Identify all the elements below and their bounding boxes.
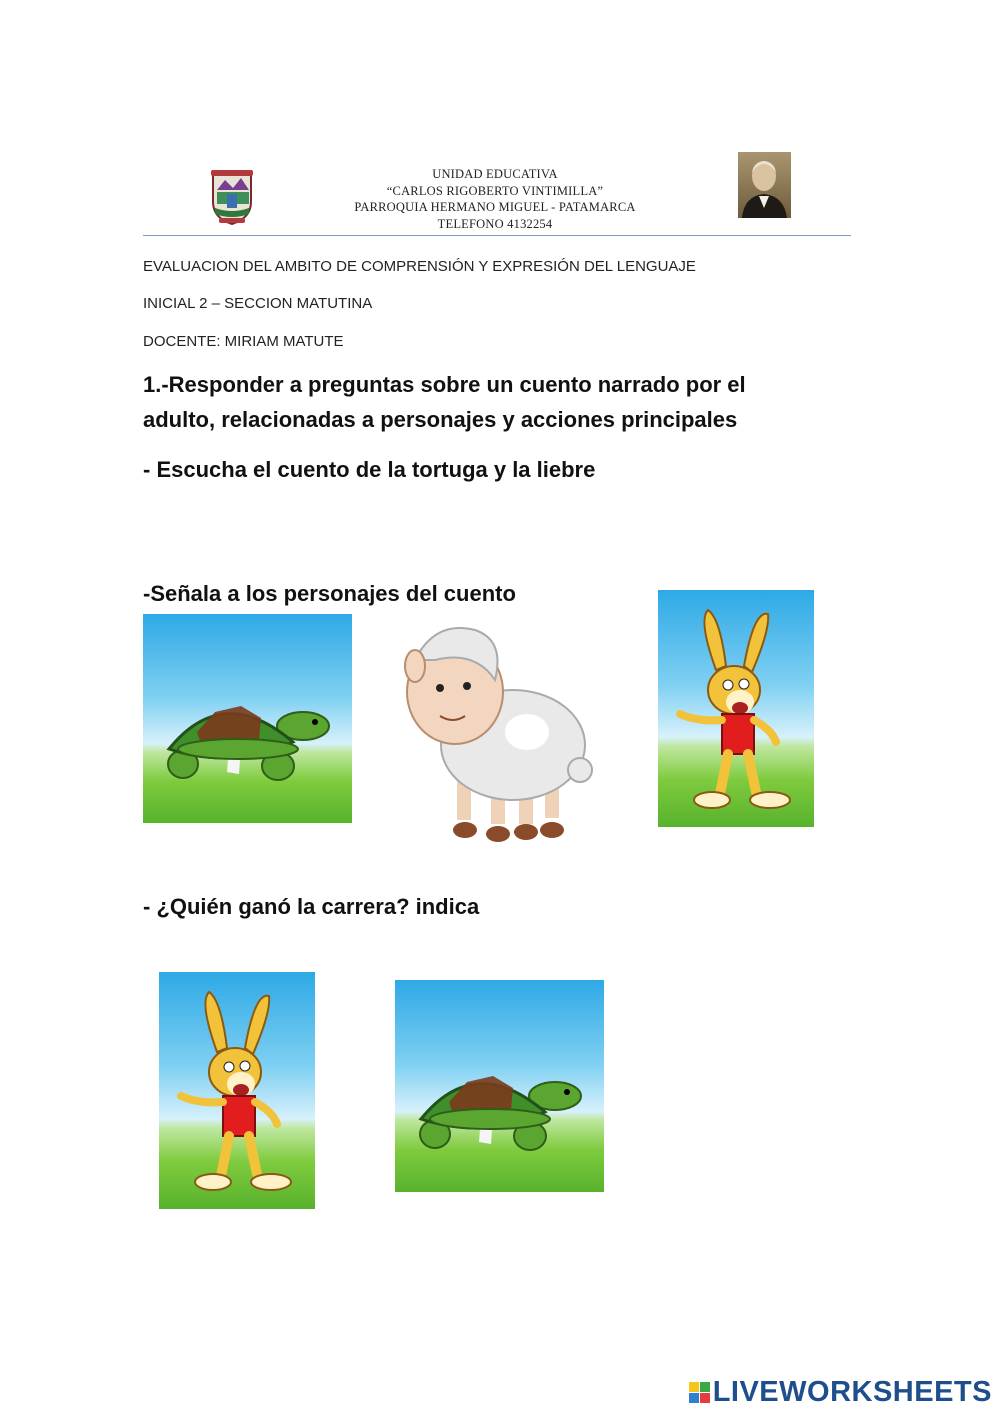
rabbit-icon [658,590,814,827]
school-address-line: PARROQUIA HERMANO MIGUEL - PATAMARCA [354,200,636,214]
characters-instruction: -Señala a los personajes del cuento [143,581,516,606]
question-line: 1.-Responder a preguntas sobre un cuento narrado por el [143,372,746,397]
school-header [330,166,660,232]
header-divider [143,235,851,236]
school-crest-logo [205,168,259,226]
turtle-icon [395,980,604,1192]
listen-instruction: - Escucha el cuento de la tortuga y la liebre [143,457,596,482]
sheep-option[interactable] [395,620,600,852]
winner-question: - ¿Quién ganó la carrera? indica [143,894,480,919]
teacher-label: DOCENTE: MIRIAM MATUTE [143,333,344,350]
liveworksheets-icon [689,1382,711,1404]
sheep-icon [395,620,600,852]
school-phone-line: TELEFONO 4132254 [437,216,553,231]
brand-text: LIVEWORKSHEETS [712,1376,992,1408]
turtle-answer[interactable] [395,980,604,1192]
rabbit-icon [159,972,315,1209]
turtle-icon [143,614,352,823]
level-label: INICIAL 2 – SECCION MATUTINA [143,295,373,312]
school-name-line: “CARLOS RIGOBERTO VINTIMILLA” [386,183,604,198]
evaluation-title: EVALUACION DEL AMBITO DE COMPRENSIÓN Y EXPRESIÓN DEL LENGUAJE [143,258,696,275]
turtle-option[interactable] [143,614,352,823]
liveworksheets-logo [689,1376,992,1409]
founder-portrait [738,152,791,218]
question-line: adulto, relacionadas a personajes y acciones principales [143,407,738,432]
rabbit-answer[interactable] [159,972,315,1209]
school-name-line: UNIDAD EDUCATIVA [432,167,558,181]
rabbit-option[interactable] [658,590,814,827]
